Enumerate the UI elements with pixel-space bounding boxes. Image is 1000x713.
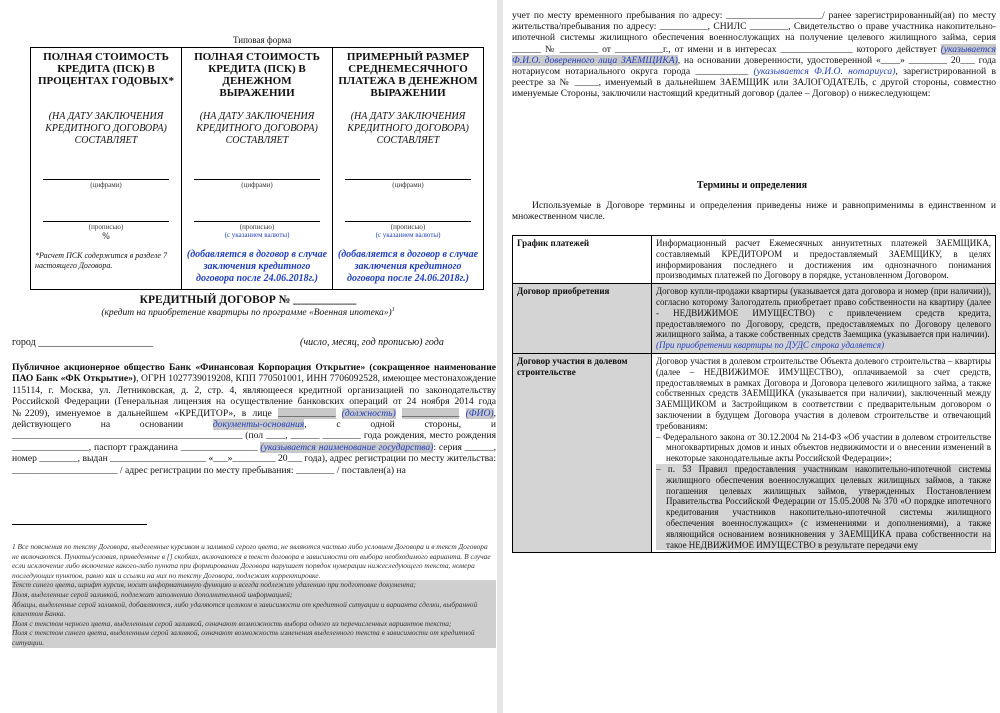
- footnotes: 1 Все пояснения по тексту Договора, выделенные курсивом и заливкой серого цвета, не являются частью либо условием Договора и в текст Договора не включаются. Пункты/условия, приведенные в [] скобках, включаются в текст договора в зависимости от выбора необходимого варианта. В случае если исключение либо включение какого-либо пункта при формировании Договора нарушает порядок нумерации нижеследующего текста, номера последующих пунктов, равно как и ссылки на них по тексту Договора, подлежат корректировке. Текст синего цвета, шрифт курсив, носит информативную функцию и всегда подлежит удалению при подготовке документа; Поля, выделенные серой заливкой, подлежат заполнению дополнительной информацией; Абзацы, выделенные серой заливкой, добавляются, либо удаляются целиком в зависимости от кредитной ситуации и варианта сделки, выбранной клиентом Банка. Поля с текстом черного цвета, выделенным серой заливкой, означают возможность выбора одного из перечисленных вариантов текста; Поля с текстом синего цвета, выделенным серой заливкой, означают возможность изменения выделенного текста в зависимости от кредитной ситуации.: [12, 542, 496, 648]
- form-type-label: Типовая форма: [233, 35, 292, 45]
- psk-footnote: *Расчет ПСК содержится в разделе 7 настоящего Договора.: [35, 251, 167, 270]
- city-field: город _______________________: [12, 337, 154, 348]
- parties-paragraph: Публичное акционерное общество Банк «Финансовая Корпорация Открытие» (сокращенное наименование ПАО Банк «ФК Открытие»), ОГРН 1027739019208, КПП 770501001, ИНН 7706092528, имеющее местонахождение 115114, г. Москва, ул. Летниковская, д. 2, стр. 4, являющееся кредитной организацией по законодательству Российской Федерации (Генеральная лицензия на осуществление банковских операций от 24 ноября 2014 года №2209), именуемое в дальнейшем «КРЕДИТОР», в лице ____________ (должность) ____________ (ФИО), действующего на основании документы-основания, с одной стороны, и ________________________________________________ (пол ____, ______ ________ года рождения, место рождения ________________, паспорт гражданина ________________ (указывается наименование государства): серия ______, номер ________, выдан ____________________ «___»_________ 20___ года), адрес регистрации по месту жительства: ______________________ / адрес регистрации по месту пребывания: ________ / поставлен(а) на: [12, 362, 496, 476]
- contract-subtitle: (кредит на приобретение квартиры по программе «Военная ипотека»)$^1$: [101, 307, 395, 319]
- table-row: График платежей Информационный расчет Ежемесячных аннуитетных платежей ЗАЕМЩИКА, составляемый КРЕДИТОРОМ и предоставляемый ЗАЕМЩИКУ, в целях информирования последнего и достижения им однозначного понимания производимых платежей по Договору в порядке, установленном Договором.: [513, 236, 996, 284]
- table-row: Договор участия в долевом строительстве Договор участия в долевом строительстве Объекта долевого строительства – квартиры (далее – НЕДВИЖИМОЕ ИМУЩЕСТВО), оплачиваемой за счет средств, предоставляемых в рамках Договора и Договора целевого жилищного займа, а также собственных средств ЗАЕМЩИКА (указывается при наличии), заключенный между ЗАЕМЩИКОМ и Застройщиком в соответствии с предварительным договором о заключении в будущем Договора участия в долевом строительстве и отвечающий требованиям: – Федерального закона от 30.12.2004 № 214-ФЗ «Об участии в долевом строительстве многоквартирных домов и иных объектов недвижимости и о внесении изменений в некоторые законодательные акты Российской Федерации»; – п. 53 Правил предоставления участникам накопительно-ипотечной системы жилищного обеспечения военнослужащих целевых жилищных займов, а также погашения целевых жилищных займов, утвержденных Постановлением Правительства Российской Федерации от 15.05.2008 № 370 «О порядке ипотечного кредитования участников накопительно-ипотечной системы жилищного обеспечения военнослужащих» (с изменениями и дополнениями), а также являющийся основанием возникновения у ЗАЕМЩИКА права собственности на такое НЕДВИЖИМОЕ ИМУЩЕСТВО в результате передачи ему: [513, 353, 996, 552]
- section-intro: Используемые в Договоре термины и определения приведены ниже и равноприменимы в единственном и множественном числе.: [512, 200, 996, 223]
- monthly-payment-cell: ПРИМЕРНЫЙ РАЗМЕР СРЕДНЕМЕСЯЧНОГО ПЛАТЕЖА В ДЕНЕЖНОМ ВЫРАЖЕНИИ (НА ДАТУ ЗАКЛЮЧЕНИЯ КРЕДИТНОГО ДОГОВОРА) СОСТАВЛЯЕТ (цифрами) (прописью) (с указанием валюты) (добавляется в договор в случае заключения кредитного договора после 24.06.2018г.): [333, 48, 484, 290]
- page-divider: [497, 0, 503, 713]
- contract-title: КРЕДИТНЫЙ ДОГОВОР № ___________: [139, 294, 357, 306]
- footnote-separator: [12, 524, 147, 525]
- right-page: [504, 0, 1000, 713]
- psk-money-cell: ПОЛНАЯ СТОИМОСТЬ КРЕДИТА (ПСК) В ДЕНЕЖНОМ ВЫРАЖЕНИИ (НА ДАТУ ЗАКЛЮЧЕНИЯ КРЕДИТНОГО ДОГОВОРА) СОСТАВЛЯЕТ (цифрами) (прописью) (с указанием валюты) (добавляется в договор в случае заключения кредитного договора после 24.06.2018г.): [182, 48, 333, 290]
- date-field: (число, месяц, год прописью) года: [300, 337, 444, 348]
- psk-table: [30, 47, 484, 290]
- left-page: [0, 0, 496, 713]
- borrower-paragraph: учет по месту временного пребывания по адресу: ____________________/ ранее зарегистрированный(ая) по месту жительства/пребывания по адресу: __________, СНИЛС ________, Свидетельство о праве участника накопительно-ипотечной системы жилищного обеспечения военнослужащих на получение целевого жилищного займа, серия ______ № ________ от __________г., от имени и в интересах _______________ которого действует (указывается Ф.И.О. доверенного лица ЗАЕМЩИКА), на основании доверенности, удостоверенной «____» ________ 20___ года нотариусом нотариального округа города ___________ (указывается Ф.И.О. нотариуса), зарегистрированной в реестре за № _____, именуемый в дальнейшем ЗАЕМЩИК или ЗАЛОГОДАТЕЛЬ, с другой стороны, совместно именуемые Стороны, заключили настоящий кредитный договор (далее – Договор) о нижеследующем:: [512, 10, 997, 100]
- psk-percent-cell: ПОЛНАЯ СТОИМОСТЬ КРЕДИТА (ПСК) В ПРОЦЕНТАХ ГОДОВЫХ* (НА ДАТУ ЗАКЛЮЧЕНИЯ КРЕДИТНОГО ДОГОВОРА) СОСТАВЛЯЕТ (цифрами) (прописью) % *Расчет ПСК содержится в разделе 7 настоящего Договора.: [31, 48, 182, 290]
- section-title: Термины и определения: [696, 180, 808, 191]
- table-row: Договор приобретения Договор купли-продажи квартиры (указывается дата договора и номер (при наличии)), согласно которому Залогодатель приобретает право собственности на квартиру (далее - НЕДВИЖИМОЕ ИМУЩЕСТВО) с привлечением средств кредита, предоставляемого по Договору, средств, предоставляемых по Договору целевого жилищного займа, а также собственных средств Заемщика (указывается при наличии). (При приобретении квартиры по ДУДС строка удаляется): [513, 284, 996, 354]
- terms-table: [512, 235, 996, 553]
